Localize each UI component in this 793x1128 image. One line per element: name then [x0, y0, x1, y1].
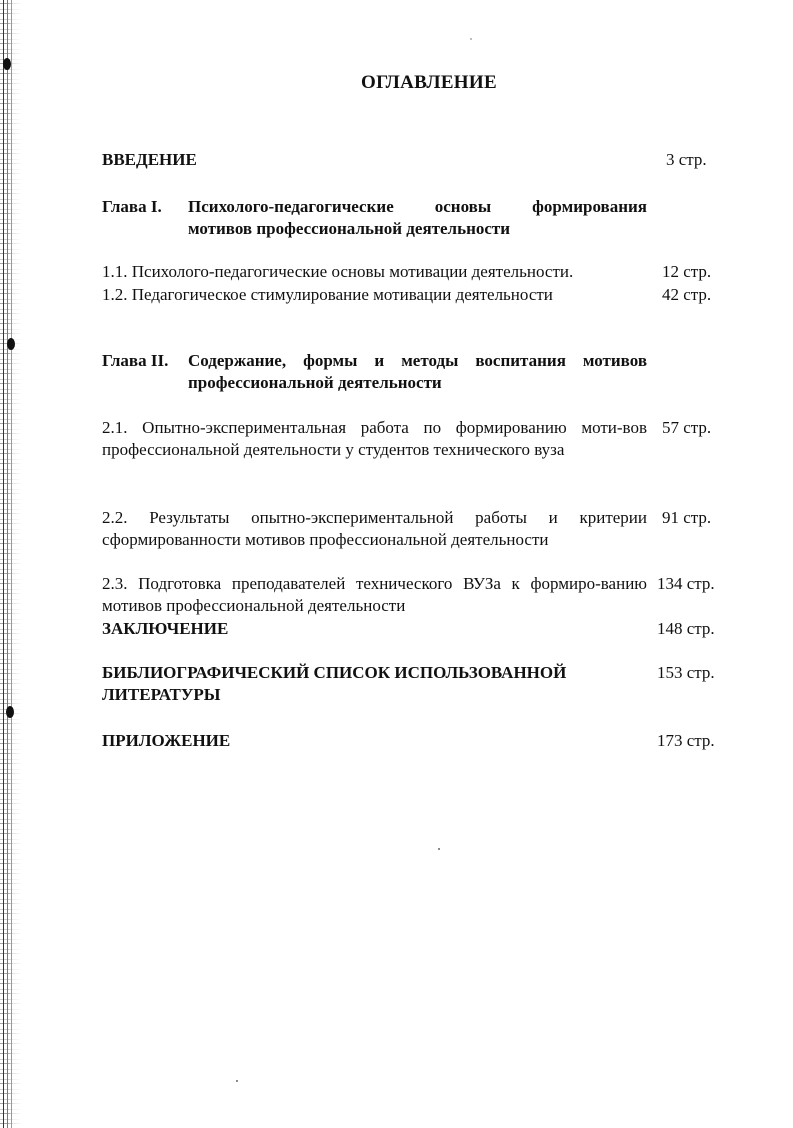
toc-title: ОГЛАВЛЕНИЕ — [361, 72, 497, 93]
scan-edge-line — [3, 0, 4, 1128]
toc-page-2-3: 134 стр. — [657, 574, 715, 593]
chapter-1-title-line1: Психолого-педагогические основы формирования — [188, 197, 647, 216]
toc-page-1-1: 12 стр. — [662, 262, 712, 281]
toc-page-conclusion: 148 стр. — [657, 619, 715, 638]
scan-binding-hole — [3, 58, 11, 70]
toc-entry-conclusion: ЗАКЛЮЧЕНИЕ — [102, 619, 229, 638]
toc-section-1-2: 1.2. Педагогическое стимулирование мотивации деятельности — [102, 285, 553, 304]
chapter-2-title-line1: Содержание, формы и методы воспитания мотивов — [188, 351, 647, 370]
toc-page-introduction: 3 стр. — [666, 150, 707, 169]
toc-entry-appendix: ПРИЛОЖЕНИЕ — [102, 731, 231, 750]
scan-binding-hole — [7, 338, 15, 350]
toc-section-2-2: 2.2. Результаты опытно-экспериментальной работы и критерии сформированности мотивов профессиональной деятельности — [102, 508, 647, 549]
toc-chapter-1 — [102, 196, 647, 240]
toc-page-appendix: 173 стр. — [657, 731, 715, 750]
chapter-1-title-line2: мотивов профессиональной деятельности — [188, 219, 511, 238]
chapter-2-label: Глава II. — [102, 351, 169, 370]
scan-edge-line — [11, 0, 12, 1128]
toc-entry-bibliography: БИБЛИОГРАФИЧЕСКИЙ СПИСОК ИСПОЛЬЗОВАННОЙ ЛИТЕРАТУРЫ — [102, 663, 567, 704]
toc-section-2-3: 2.3. Подготовка преподавателей технического ВУЗа к формиро-ванию мотивов профессиональной деятельности — [102, 574, 647, 615]
toc-page-2-1: 57 стр. — [662, 418, 712, 437]
scan-edge-line — [7, 0, 8, 1128]
toc-entry-introduction: ВВЕДЕНИЕ — [102, 150, 197, 169]
scan-speck — [438, 848, 440, 850]
toc-chapter-2 — [102, 350, 647, 394]
scan-binding-hole — [6, 706, 14, 718]
chapter-1-label: Глава I. — [102, 197, 162, 216]
toc-page-1-2: 42 стр. — [662, 285, 712, 304]
chapter-2-heading-line — [102, 350, 647, 372]
chapter-2-title-line2: профессиональной деятельности — [188, 373, 442, 392]
chapter-1-heading-line — [102, 196, 647, 218]
toc-page-bibliography: 153 стр. — [657, 663, 715, 682]
toc-page-2-2: 91 стр. — [662, 508, 712, 527]
scan-speck — [236, 1080, 238, 1082]
toc-section-2-1: 2.1. Опытно-экспериментальная работа по формированию моти-вов профессиональной деятельности у студентов технического вуза — [102, 418, 647, 459]
scan-speck — [470, 38, 472, 40]
toc-section-1-1: 1.1. Психолого-педагогические основы мотивации деятельности. — [102, 262, 574, 281]
